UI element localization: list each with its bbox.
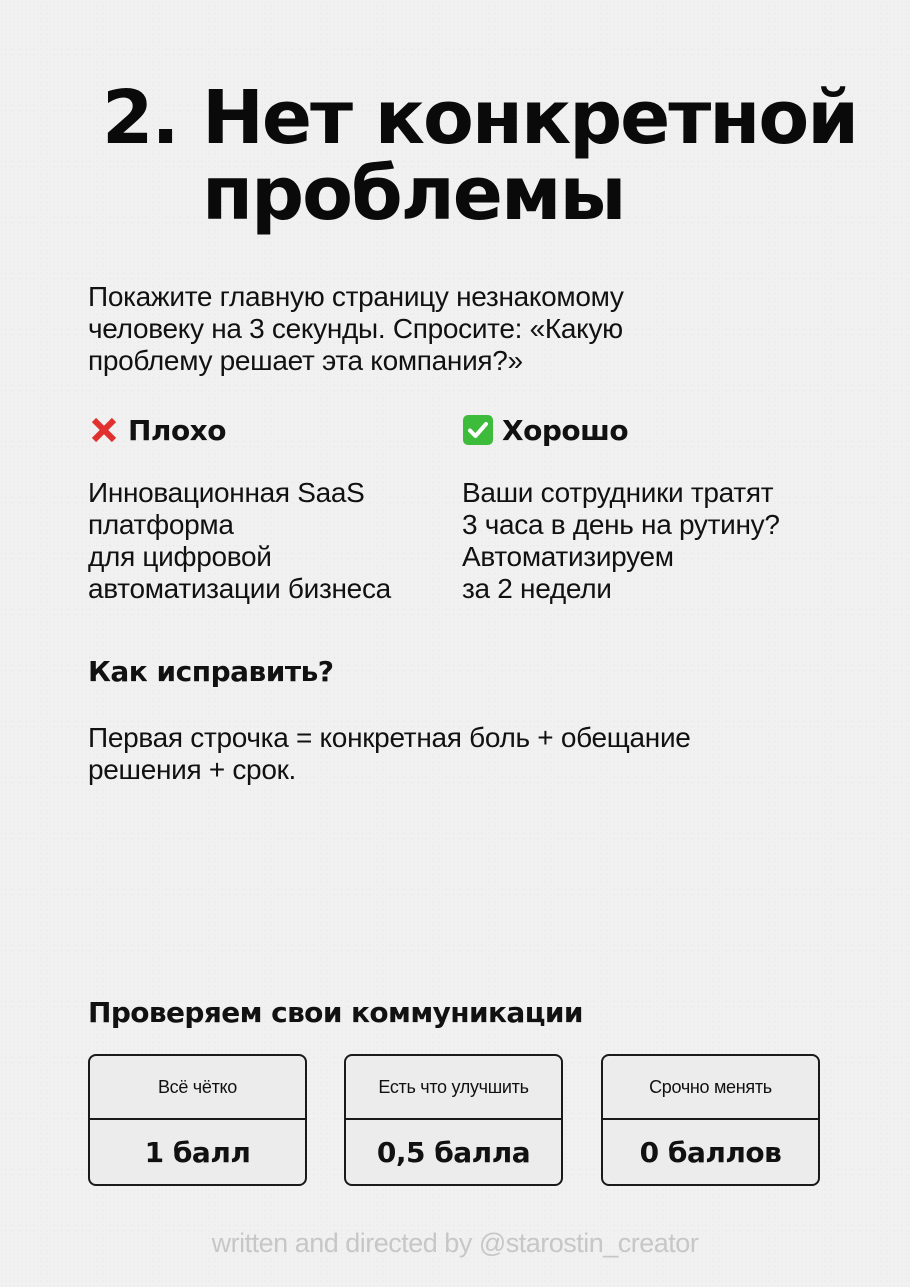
- cross-mark-icon: [88, 414, 120, 446]
- score-card-score: 0 баллов: [639, 1135, 782, 1169]
- bad-example-column: [88, 410, 448, 605]
- title-number: 2.: [102, 75, 178, 161]
- score-card-score: 1 балл: [144, 1135, 251, 1169]
- score-card-improve: [344, 1054, 563, 1186]
- intro-paragraph: Покажите главную страницу незнакомому человеку на 3 секунды. Спросите: «Какую проблему решает эта компания?»: [88, 281, 624, 376]
- good-example-label: Хорошо: [502, 413, 629, 447]
- score-card-clear: [88, 1054, 307, 1186]
- check-heading: Проверяем свои коммуникации: [88, 996, 583, 1029]
- bad-example-header: [88, 410, 448, 450]
- footer-credit: written and directed by @starostin_creator: [211, 1228, 699, 1258]
- bad-example-label: Плохо: [128, 413, 226, 447]
- check-mark-icon: [462, 414, 494, 446]
- score-card-label: Срочно менять: [603, 1056, 818, 1120]
- score-card-label: Всё чётко: [90, 1056, 305, 1120]
- score-card-score: 0,5 балла: [376, 1135, 531, 1169]
- fix-heading: Как исправить?: [88, 655, 334, 688]
- score-card-urgent: [601, 1054, 820, 1186]
- score-card-label: Есть что улучшить: [346, 1056, 561, 1120]
- bad-example-text: Инновационная SaaS платформа для цифровой автоматизации бизнеса: [88, 477, 391, 604]
- title-text: Нет конкретной проблемы: [202, 75, 858, 237]
- good-example-text: Ваши сотрудники тратят 3 часа в день на рутину? Автоматизируем за 2 недели: [462, 477, 780, 604]
- fix-text: Первая строчка = конкретная боль + обещание решения + срок.: [88, 722, 691, 785]
- slide-title: [102, 75, 858, 237]
- good-example-column: [462, 410, 862, 605]
- good-example-header: [462, 410, 862, 450]
